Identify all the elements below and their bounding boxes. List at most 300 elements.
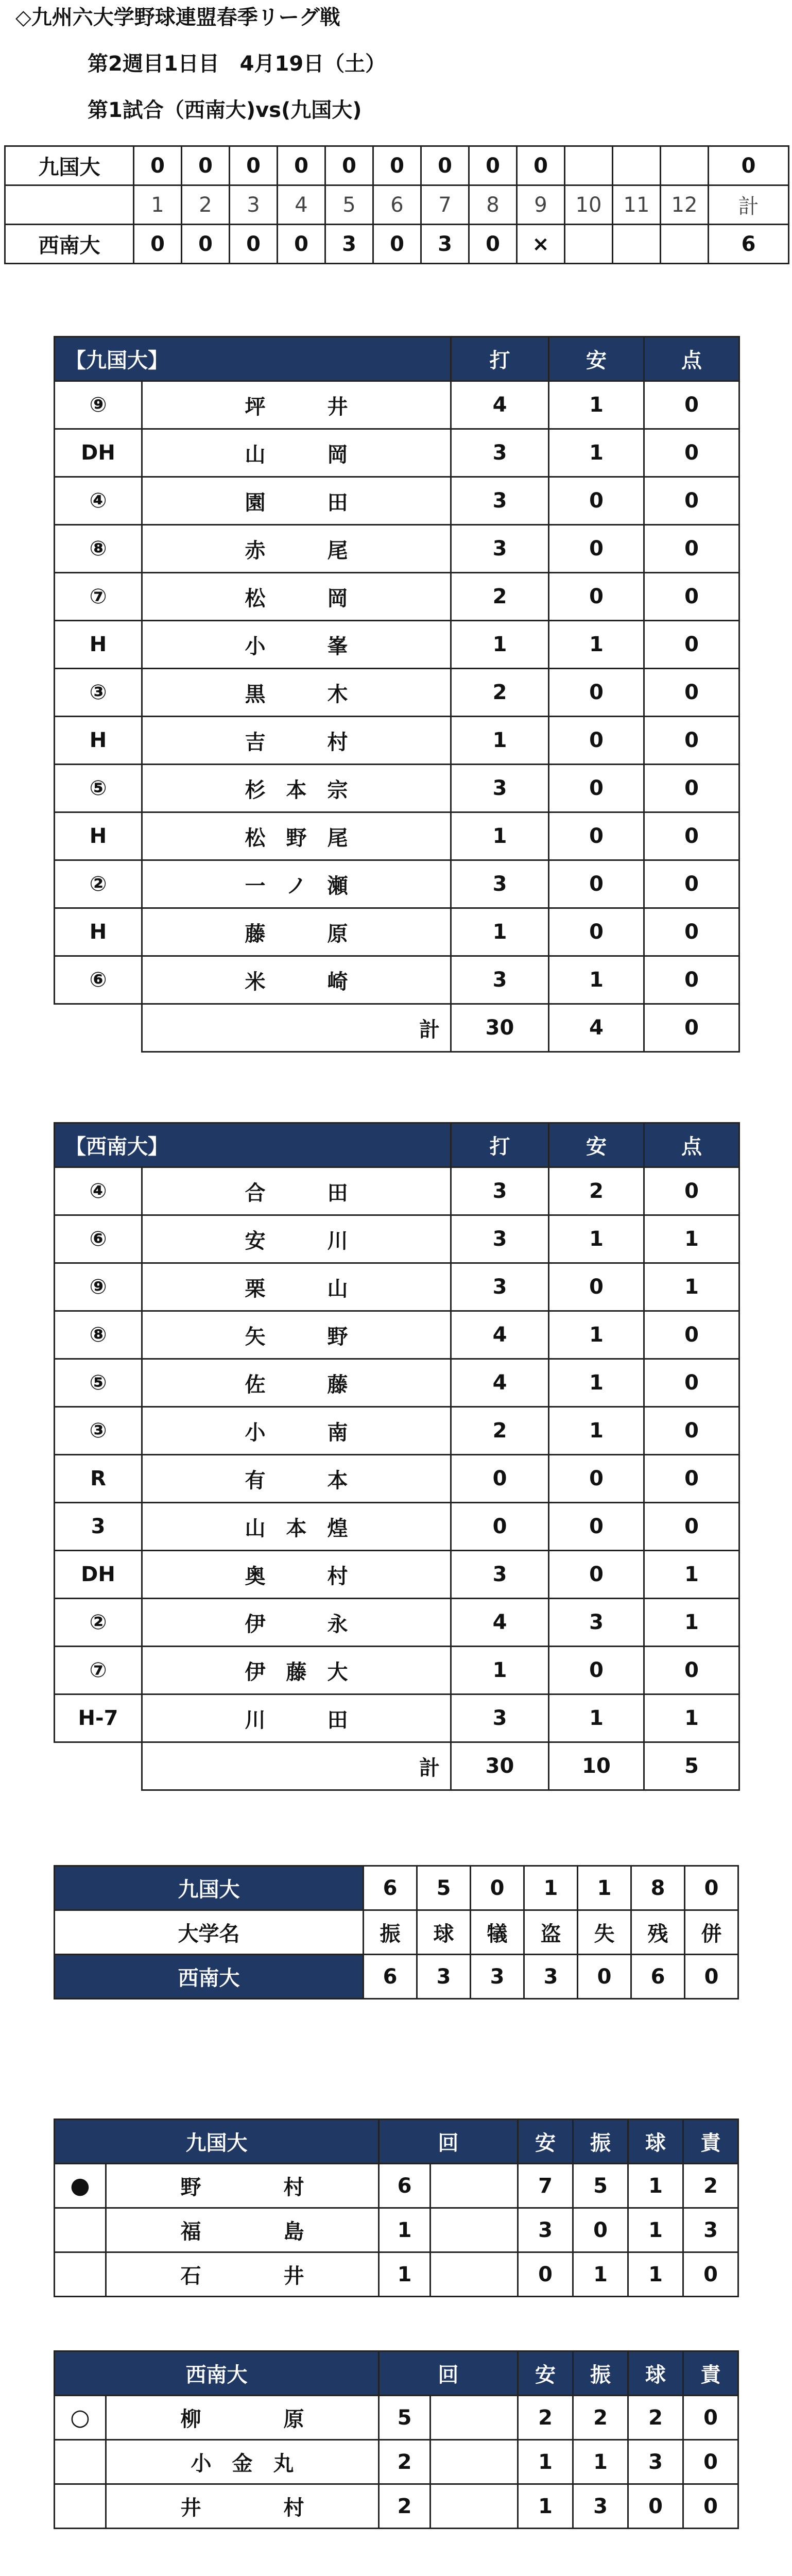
at-bats: 1 <box>451 908 549 956</box>
pitching-header-row <box>55 2120 738 2164</box>
stat-value: 振 <box>364 1910 417 1955</box>
earned-runs: 0 <box>683 2396 738 2440</box>
position: ④ <box>55 1167 142 1215</box>
inning-number: 4 <box>278 185 325 225</box>
walks: 1 <box>628 2208 683 2252</box>
inning-score: 0 <box>517 146 565 185</box>
total-at-bats: 30 <box>451 1004 549 1052</box>
position: ⑨ <box>55 1263 142 1311</box>
table-row <box>55 429 739 477</box>
table-row <box>55 573 739 621</box>
table-row <box>55 908 739 956</box>
pitcher-name: 小 金 丸 <box>106 2440 379 2484</box>
at-bats: 4 <box>451 1359 549 1407</box>
innings-pitched: 1 <box>379 2252 431 2297</box>
position: H <box>55 908 142 956</box>
hits: 1 <box>549 1311 644 1359</box>
linescore-row-seinan <box>5 225 789 264</box>
at-bats: 2 <box>451 1407 549 1455</box>
hits: 0 <box>549 525 644 573</box>
position: ② <box>55 860 142 908</box>
at-bats: 3 <box>451 956 549 1004</box>
stat-value: 併 <box>685 1910 738 1955</box>
batting-header-row <box>55 1123 739 1167</box>
stat-value: 1 <box>524 1866 578 1910</box>
walks: 0 <box>628 2484 683 2529</box>
hits: 1 <box>549 1359 644 1407</box>
table-row <box>55 2440 738 2484</box>
inning-score <box>661 146 709 185</box>
at-bats: 3 <box>451 429 549 477</box>
stat-value: 5 <box>417 1866 471 1910</box>
total-rbi: 5 <box>644 1742 739 1790</box>
innings-fraction <box>431 2164 518 2208</box>
hits: 0 <box>549 573 644 621</box>
position: ⑧ <box>55 525 142 573</box>
inning-number: 2 <box>182 185 230 225</box>
stat-value: 3 <box>524 1955 578 1999</box>
earned-runs: 2 <box>683 2164 738 2208</box>
table-row <box>55 525 739 573</box>
table-row <box>55 2252 738 2297</box>
innings-pitched: 1 <box>379 2208 431 2252</box>
inning-number: 11 <box>613 185 661 225</box>
innings-pitched: 2 <box>379 2440 431 2484</box>
stat-value: 8 <box>631 1866 685 1910</box>
at-bats: 4 <box>451 381 549 429</box>
position: H <box>55 717 142 765</box>
hits: 0 <box>549 812 644 860</box>
round-info: 第2週目1日目 4月19日（土） <box>88 52 386 76</box>
player-name: 杉 本 宗 <box>142 765 451 812</box>
stat-value: 失 <box>578 1910 631 1955</box>
at-bats: 3 <box>451 1167 549 1215</box>
hits: 0 <box>549 1455 644 1503</box>
position: ⑧ <box>55 1311 142 1359</box>
rbi: 0 <box>644 1647 739 1694</box>
team-header: 九国大 <box>55 2120 379 2164</box>
column-header: 球 <box>628 2351 683 2396</box>
hits: 0 <box>549 669 644 717</box>
at-bats: 4 <box>451 1311 549 1359</box>
rbi: 0 <box>644 525 739 573</box>
inning-number: 1 <box>134 185 182 225</box>
total-row <box>55 1742 739 1790</box>
inning-score: 0 <box>278 225 325 264</box>
player-name: 合 田 <box>142 1167 451 1215</box>
hits: 0 <box>549 1647 644 1694</box>
position: ⑤ <box>55 765 142 812</box>
rbi: 0 <box>644 908 739 956</box>
position: R <box>55 1455 142 1503</box>
pitcher-name: 福 島 <box>106 2208 379 2252</box>
inning-number: 5 <box>325 185 373 225</box>
result-mark <box>55 2440 106 2484</box>
at-bats: 3 <box>451 1551 549 1599</box>
pitching-header-row <box>55 2351 738 2396</box>
result-mark: ● <box>55 2164 106 2208</box>
team-name: 九国大 <box>5 146 134 185</box>
table-row <box>55 860 739 908</box>
column-header: 点 <box>644 337 739 381</box>
table-row <box>55 1263 739 1311</box>
team-name: 西南大 <box>5 225 134 264</box>
player-name: 黒 木 <box>142 669 451 717</box>
innings-pitched: 5 <box>379 2396 431 2440</box>
team-name: 西南大 <box>55 1955 364 1999</box>
position: H-7 <box>55 1694 142 1742</box>
inning-number: 6 <box>373 185 421 225</box>
inning-score: 0 <box>373 225 421 264</box>
rbi: 1 <box>644 1215 739 1263</box>
table-row <box>55 1503 739 1551</box>
inning-score: 0 <box>325 146 373 185</box>
hits: 0 <box>549 1551 644 1599</box>
team-header: 西南大 <box>55 2351 379 2396</box>
team-stats-row <box>55 1910 738 1955</box>
position: ⑥ <box>55 956 142 1004</box>
inning-score <box>565 225 613 264</box>
position: DH <box>55 429 142 477</box>
table-row <box>55 2208 738 2252</box>
table-row <box>55 2396 738 2440</box>
strikeouts: 1 <box>573 2440 628 2484</box>
at-bats: 0 <box>451 1503 549 1551</box>
rbi: 0 <box>644 1359 739 1407</box>
player-name: 米 崎 <box>142 956 451 1004</box>
result-mark <box>55 2484 106 2529</box>
hits: 1 <box>549 1407 644 1455</box>
position: ⑨ <box>55 381 142 429</box>
total-runs: 6 <box>709 225 789 264</box>
walks: 1 <box>628 2164 683 2208</box>
column-header: 安 <box>518 2120 573 2164</box>
innings-fraction <box>431 2440 518 2484</box>
total-label: 計 <box>142 1004 451 1052</box>
player-name: 奥 村 <box>142 1551 451 1599</box>
at-bats: 2 <box>451 669 549 717</box>
at-bats: 3 <box>451 1263 549 1311</box>
table-row <box>55 2484 738 2529</box>
stat-value: 3 <box>417 1955 471 1999</box>
position: ⑦ <box>55 573 142 621</box>
pitcher-name: 柳 原 <box>106 2396 379 2440</box>
table-row <box>55 1167 739 1215</box>
innings-fraction <box>431 2396 518 2440</box>
position: ⑦ <box>55 1647 142 1694</box>
table-row <box>55 1311 739 1359</box>
inning-score: 0 <box>421 146 469 185</box>
table-row <box>55 477 739 525</box>
column-header: 回 <box>379 2120 518 2164</box>
player-name: 松 岡 <box>142 573 451 621</box>
inning-score <box>661 225 709 264</box>
player-name: 山 岡 <box>142 429 451 477</box>
rbi: 0 <box>644 765 739 812</box>
hits: 1 <box>549 429 644 477</box>
at-bats: 3 <box>451 860 549 908</box>
rbi: 1 <box>644 1694 739 1742</box>
stat-value: 0 <box>685 1955 738 1999</box>
position: ② <box>55 1599 142 1647</box>
position: ⑥ <box>55 1215 142 1263</box>
team-stats-row <box>55 1866 738 1910</box>
player-name: 山 本 煌 <box>142 1503 451 1551</box>
player-name: 小 峯 <box>142 621 451 669</box>
innings-fraction <box>431 2484 518 2529</box>
stat-value: 0 <box>471 1866 524 1910</box>
match-info: 第1試合（西南大)vs(九国大) <box>88 98 362 122</box>
total-hits: 10 <box>549 1742 644 1790</box>
linescore-inning-row <box>5 185 789 225</box>
table-row <box>55 956 739 1004</box>
result-mark: ○ <box>55 2396 106 2440</box>
blank-cell <box>55 1004 142 1052</box>
hits: 0 <box>549 477 644 525</box>
walks: 2 <box>628 2396 683 2440</box>
hits: 1 <box>549 1694 644 1742</box>
strikeouts: 3 <box>573 2484 628 2529</box>
pitcher-name: 井 村 <box>106 2484 379 2529</box>
position: 3 <box>55 1503 142 1551</box>
hits-allowed: 0 <box>518 2252 573 2297</box>
innings-pitched: 2 <box>379 2484 431 2529</box>
column-header: 振 <box>573 2120 628 2164</box>
blank-cell <box>5 185 134 225</box>
player-name: 赤 尾 <box>142 525 451 573</box>
hits: 0 <box>549 1263 644 1311</box>
inning-score <box>565 146 613 185</box>
position: DH <box>55 1551 142 1599</box>
total-rbi: 0 <box>644 1004 739 1052</box>
rbi: 0 <box>644 1455 739 1503</box>
position: ③ <box>55 669 142 717</box>
rbi: 0 <box>644 621 739 669</box>
player-name: 川 田 <box>142 1694 451 1742</box>
strikeouts: 0 <box>573 2208 628 2252</box>
hits: 0 <box>549 908 644 956</box>
hits: 1 <box>549 1215 644 1263</box>
innings-fraction <box>431 2252 518 2297</box>
at-bats: 4 <box>451 1599 549 1647</box>
column-header: 安 <box>549 1123 644 1167</box>
hits: 1 <box>549 621 644 669</box>
rbi: 0 <box>644 573 739 621</box>
inning-score: 0 <box>469 225 517 264</box>
player-name: 坪 井 <box>142 381 451 429</box>
walks: 1 <box>628 2252 683 2297</box>
table-row <box>55 669 739 717</box>
column-header: 責 <box>683 2120 738 2164</box>
total-row <box>55 1004 739 1052</box>
rbi: 0 <box>644 1407 739 1455</box>
inning-score <box>613 146 661 185</box>
player-name: 安 川 <box>142 1215 451 1263</box>
at-bats: 1 <box>451 1647 549 1694</box>
table-row <box>55 1455 739 1503</box>
table-row <box>55 717 739 765</box>
rbi: 0 <box>644 812 739 860</box>
inning-score: 0 <box>469 146 517 185</box>
player-name: 小 南 <box>142 1407 451 1455</box>
column-header: 安 <box>518 2351 573 2396</box>
position: H <box>55 621 142 669</box>
at-bats: 3 <box>451 525 549 573</box>
inning-number: 3 <box>230 185 278 225</box>
rbi: 0 <box>644 381 739 429</box>
position: ③ <box>55 1407 142 1455</box>
blank-cell <box>55 1742 142 1790</box>
player-name: 藤 原 <box>142 908 451 956</box>
hits: 2 <box>549 1167 644 1215</box>
hits: 0 <box>549 1503 644 1551</box>
rbi: 1 <box>644 1263 739 1311</box>
rbi: 0 <box>644 1503 739 1551</box>
at-bats: 0 <box>451 1455 549 1503</box>
player-name: 佐 藤 <box>142 1359 451 1407</box>
total-at-bats: 30 <box>451 1742 549 1790</box>
table-row <box>55 1694 739 1742</box>
position: H <box>55 812 142 860</box>
page-title: ◇九州六大学野球連盟春季リーグ戦 <box>15 6 340 29</box>
inning-score: 0 <box>278 146 325 185</box>
at-bats: 1 <box>451 717 549 765</box>
result-mark <box>55 2252 106 2297</box>
table-row <box>55 1359 739 1407</box>
table-row <box>55 2164 738 2208</box>
stat-value: 6 <box>631 1955 685 1999</box>
earned-runs: 0 <box>683 2252 738 2297</box>
table-row <box>55 1647 739 1694</box>
stat-value: 犠 <box>471 1910 524 1955</box>
inning-number: 9 <box>517 185 565 225</box>
table-row <box>55 381 739 429</box>
inning-number: 8 <box>469 185 517 225</box>
inning-score: × <box>517 225 565 264</box>
total-hits: 4 <box>549 1004 644 1052</box>
rbi: 0 <box>644 1311 739 1359</box>
inning-number: 10 <box>565 185 613 225</box>
team-name: 九国大 <box>55 1866 364 1910</box>
table-row <box>55 765 739 812</box>
player-name: 吉 村 <box>142 717 451 765</box>
table-row <box>55 1599 739 1647</box>
stat-value: 6 <box>364 1866 417 1910</box>
inning-number: 計 <box>709 185 789 225</box>
team-header: 【九国大】 <box>55 337 451 381</box>
stat-value: 0 <box>578 1955 631 1999</box>
column-header: 責 <box>683 2351 738 2396</box>
team-stats-row <box>55 1955 738 1999</box>
inning-score: 3 <box>325 225 373 264</box>
innings-fraction <box>431 2208 518 2252</box>
stat-value: 6 <box>364 1955 417 1999</box>
inning-number: 12 <box>661 185 709 225</box>
player-name: 有 本 <box>142 1455 451 1503</box>
stat-value: 3 <box>471 1955 524 1999</box>
at-bats: 3 <box>451 1694 549 1742</box>
strikeouts: 1 <box>573 2252 628 2297</box>
player-name: 栗 山 <box>142 1263 451 1311</box>
rbi: 0 <box>644 429 739 477</box>
batting-header-row <box>55 337 739 381</box>
hits: 0 <box>549 765 644 812</box>
table-row <box>55 1551 739 1599</box>
hits: 1 <box>549 381 644 429</box>
at-bats: 3 <box>451 765 549 812</box>
column-header: 安 <box>549 337 644 381</box>
result-mark <box>55 2208 106 2252</box>
earned-runs: 3 <box>683 2208 738 2252</box>
rbi: 0 <box>644 860 739 908</box>
player-name: 松 野 尾 <box>142 812 451 860</box>
inning-score: 0 <box>182 225 230 264</box>
at-bats: 3 <box>451 477 549 525</box>
stat-value: 球 <box>417 1910 471 1955</box>
player-name: 園 田 <box>142 477 451 525</box>
table-row <box>55 1215 739 1263</box>
earned-runs: 0 <box>683 2440 738 2484</box>
player-name: 矢 野 <box>142 1311 451 1359</box>
inning-score: 0 <box>373 146 421 185</box>
column-header: 打 <box>451 1123 549 1167</box>
inning-score: 0 <box>230 146 278 185</box>
hits: 0 <box>549 860 644 908</box>
column-header: 振 <box>573 2351 628 2396</box>
hits: 0 <box>549 717 644 765</box>
inning-number: 7 <box>421 185 469 225</box>
inning-score: 0 <box>182 146 230 185</box>
innings-pitched: 6 <box>379 2164 431 2208</box>
hits-allowed: 1 <box>518 2440 573 2484</box>
strikeouts: 2 <box>573 2396 628 2440</box>
team-header: 【西南大】 <box>55 1123 451 1167</box>
earned-runs: 0 <box>683 2484 738 2529</box>
player-name: 伊 藤 大 <box>142 1647 451 1694</box>
hits: 3 <box>549 1599 644 1647</box>
column-header: 回 <box>379 2351 518 2396</box>
column-header: 点 <box>644 1123 739 1167</box>
hits: 1 <box>549 956 644 1004</box>
rbi: 0 <box>644 717 739 765</box>
hits-allowed: 7 <box>518 2164 573 2208</box>
pitcher-name: 野 村 <box>106 2164 379 2208</box>
hits-allowed: 3 <box>518 2208 573 2252</box>
walks: 3 <box>628 2440 683 2484</box>
strikeouts: 5 <box>573 2164 628 2208</box>
rbi: 0 <box>644 956 739 1004</box>
player-name: 伊 永 <box>142 1599 451 1647</box>
at-bats: 2 <box>451 573 549 621</box>
hits-allowed: 1 <box>518 2484 573 2529</box>
column-header: 球 <box>628 2120 683 2164</box>
pitcher-name: 石 井 <box>106 2252 379 2297</box>
linescore-row-kokusai <box>5 146 789 185</box>
inning-score: 0 <box>134 225 182 264</box>
stat-value: 1 <box>578 1866 631 1910</box>
position: ⑤ <box>55 1359 142 1407</box>
position: ④ <box>55 477 142 525</box>
inning-score <box>613 225 661 264</box>
total-label: 計 <box>142 1742 451 1790</box>
hits-allowed: 2 <box>518 2396 573 2440</box>
at-bats: 3 <box>451 1215 549 1263</box>
at-bats: 1 <box>451 812 549 860</box>
column-header: 打 <box>451 337 549 381</box>
inning-score: 3 <box>421 225 469 264</box>
team-name: 大学名 <box>55 1910 364 1955</box>
player-name: 一 ノ 瀬 <box>142 860 451 908</box>
